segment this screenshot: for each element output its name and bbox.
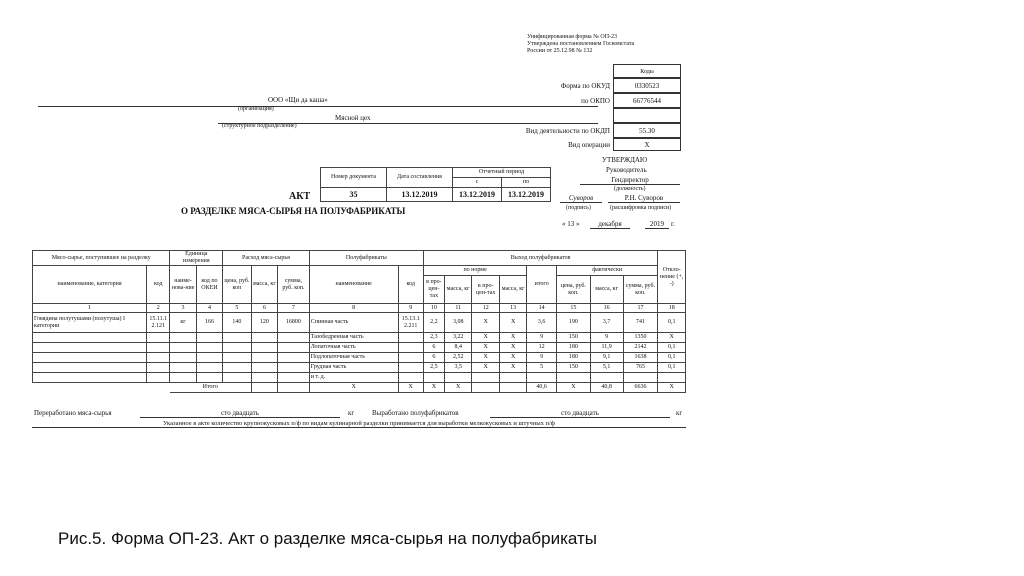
main-table bbox=[32, 250, 686, 393]
column-number-14: 14 bbox=[527, 304, 557, 313]
raw-empty-cell bbox=[251, 373, 277, 383]
signer-name: Р.Н. Суворов bbox=[608, 194, 680, 203]
department: Мясной цех bbox=[335, 114, 371, 122]
produced-value: сто двадцать bbox=[490, 409, 670, 418]
approval-line-2: Утверждена постановлением Госкомстата bbox=[527, 41, 635, 47]
h-act-price: цена, руб. коп. bbox=[556, 276, 590, 304]
yield-total: 12 bbox=[527, 343, 557, 353]
h-semi-code: код bbox=[398, 266, 423, 304]
period-header: Отчетный период bbox=[453, 168, 551, 178]
norm-pct-2: Х bbox=[472, 333, 499, 343]
raw-empty-cell bbox=[251, 353, 277, 363]
raw-empty-cell bbox=[196, 363, 222, 373]
h-pct: в про-цен-тах bbox=[423, 276, 444, 304]
raw-empty-cell bbox=[251, 333, 277, 343]
column-number-6: 6 bbox=[251, 304, 277, 313]
raw-sum: 16800 bbox=[278, 313, 310, 333]
total-x-10: Х bbox=[423, 383, 444, 393]
raw-empty-cell bbox=[251, 363, 277, 373]
raw-empty-cell bbox=[170, 333, 196, 343]
raw-okei: 166 bbox=[196, 313, 222, 333]
raw-empty-cell bbox=[223, 373, 252, 383]
raw-empty-cell bbox=[147, 333, 170, 343]
operation-label: Вид операции bbox=[568, 141, 610, 149]
organization: ООО «Щи да каша» bbox=[268, 96, 328, 104]
column-number-9: 9 bbox=[398, 304, 423, 313]
column-number-10: 10 bbox=[423, 304, 444, 313]
total-dev: Х bbox=[658, 383, 686, 393]
raw-empty-cell bbox=[223, 363, 252, 373]
raw-name: Говядина полутушами (полутуша) I категории bbox=[33, 313, 147, 333]
deviation bbox=[658, 373, 686, 383]
total-x-9: Х bbox=[398, 383, 423, 393]
norm-mass-2: Х bbox=[499, 353, 526, 363]
approval-date-month: декабря bbox=[590, 220, 630, 229]
h-unit: Единица измерения bbox=[170, 251, 223, 266]
raw-empty-cell bbox=[223, 333, 252, 343]
semi-name: Спинная часть bbox=[309, 313, 398, 333]
okdp-value: 55.30 bbox=[613, 123, 681, 138]
norm-pct: 2,2 bbox=[423, 313, 444, 333]
h-sum: сумма, руб. коп. bbox=[278, 266, 310, 304]
actual-sum bbox=[623, 373, 658, 383]
deviation: Х bbox=[658, 333, 686, 343]
h-semi: Полуфабрикаты bbox=[309, 251, 423, 266]
from-value: 13.12.2019 bbox=[453, 188, 502, 202]
h-raw-consumed: Расход мяса-сырья bbox=[223, 251, 310, 266]
h-raw-name: наименование, категория bbox=[33, 266, 147, 304]
to-header: по bbox=[502, 178, 551, 188]
norm-mass: 3,08 bbox=[444, 313, 471, 333]
actual-mass bbox=[590, 373, 623, 383]
column-number-17: 17 bbox=[623, 304, 658, 313]
from-header: с bbox=[453, 178, 502, 188]
approval-line-3: России от 25.12.98 № 132 bbox=[527, 48, 593, 54]
raw-empty-cell bbox=[196, 333, 222, 343]
document-title: О РАЗДЕЛКЕ МЯСА-СЫРЬЯ НА ПОЛУФАБРИКАТЫ bbox=[181, 206, 406, 216]
total-x-15: Х bbox=[556, 383, 590, 393]
head-label: Руководитель bbox=[606, 166, 647, 174]
table-row bbox=[33, 313, 686, 333]
raw-empty-cell bbox=[278, 353, 310, 363]
processed-label: Переработано мяса-сырья bbox=[34, 409, 112, 417]
norm-pct: 2,3 bbox=[423, 333, 444, 343]
to-value: 13.12.2019 bbox=[502, 188, 551, 202]
raw-empty-cell bbox=[170, 343, 196, 353]
semi-code bbox=[398, 363, 423, 373]
semi-code: 15.13.1 2.211 bbox=[398, 313, 423, 333]
okud-label: Форма по ОКУД bbox=[560, 82, 610, 90]
h-mass: масса, кг bbox=[251, 266, 277, 304]
actual-price: 150 bbox=[556, 333, 590, 343]
column-number-18: 18 bbox=[658, 304, 686, 313]
total-label: Итого bbox=[170, 383, 251, 393]
operation-value: Х bbox=[613, 138, 681, 151]
norm-mass: 8,4 bbox=[444, 343, 471, 353]
norm-mass: 3,5 bbox=[444, 363, 471, 373]
footer-note: Указанное в акте количество крупнокусковых п/ф по видам кулинарной разделки принимается для выработки мелкокусковых и штучных п/ф bbox=[32, 420, 686, 428]
yield-total: 3,6 bbox=[527, 313, 557, 333]
raw-unit: кг bbox=[170, 313, 196, 333]
department-hint: (структурное подразделение) bbox=[222, 123, 297, 129]
semi-name: Подлопаточная часть bbox=[309, 353, 398, 363]
date-value: 13.12.2019 bbox=[387, 188, 453, 202]
approval-date-day: « 13 » bbox=[562, 220, 580, 228]
actual-sum: 2142 bbox=[623, 343, 658, 353]
raw-price: 140 bbox=[223, 313, 252, 333]
h-yield: Выход полуфабрикатов bbox=[423, 251, 658, 266]
norm-mass-2: Х bbox=[499, 363, 526, 373]
column-number-16: 16 bbox=[590, 304, 623, 313]
actual-price: 150 bbox=[556, 363, 590, 373]
deviation: 0,1 bbox=[658, 313, 686, 333]
raw-empty-cell bbox=[196, 373, 222, 383]
codes-empty-1 bbox=[613, 108, 681, 123]
actual-mass: 9,1 bbox=[590, 353, 623, 363]
norm-pct-2: Х bbox=[472, 363, 499, 373]
semi-code bbox=[398, 353, 423, 363]
yield-total: 9 bbox=[527, 333, 557, 343]
h-norm: по норме bbox=[423, 266, 527, 276]
h-total: итого bbox=[527, 266, 557, 304]
h-norm-mass: масса, кг bbox=[444, 276, 471, 304]
actual-price: 180 bbox=[556, 353, 590, 363]
h-dev: Откло-нение (+, -) bbox=[658, 251, 686, 304]
column-number-11: 11 bbox=[444, 304, 471, 313]
act-label: АКТ bbox=[289, 191, 311, 202]
raw-empty-cell bbox=[196, 353, 222, 363]
h-price: цена, руб. коп bbox=[223, 266, 252, 304]
semi-name: Тазобедренная часть bbox=[309, 333, 398, 343]
norm-pct: 2,5 bbox=[423, 363, 444, 373]
total-row bbox=[33, 383, 686, 393]
h-act-mass: масса, кг bbox=[590, 276, 623, 304]
actual-mass: 9 bbox=[590, 333, 623, 343]
norm-mass-2 bbox=[499, 373, 526, 383]
raw-code: 15.11.1 2.121 bbox=[147, 313, 170, 333]
semi-code bbox=[398, 333, 423, 343]
raw-empty-cell bbox=[33, 343, 147, 353]
raw-empty-cell bbox=[147, 343, 170, 353]
column-number-8: 8 bbox=[309, 304, 398, 313]
column-number-2: 2 bbox=[147, 304, 170, 313]
semi-name: Лопаточная часть bbox=[309, 343, 398, 353]
norm-mass-2: Х bbox=[499, 313, 526, 333]
table-row bbox=[33, 343, 686, 353]
total-x-8: Х bbox=[309, 383, 398, 393]
raw-empty-cell bbox=[251, 343, 277, 353]
number-header: Номер документа bbox=[321, 168, 387, 188]
codes-title: Коды bbox=[613, 64, 681, 78]
column-number-5: 5 bbox=[223, 304, 252, 313]
actual-mass: 3,7 bbox=[590, 313, 623, 333]
column-numbers-row bbox=[33, 304, 686, 313]
raw-empty-cell bbox=[170, 353, 196, 363]
raw-empty-cell bbox=[33, 363, 147, 373]
h-act-sum: сумма, руб. коп. bbox=[623, 276, 658, 304]
h-semi-name: наименование bbox=[309, 266, 398, 304]
norm-mass bbox=[444, 373, 471, 383]
processed-value: сто двадцать bbox=[140, 409, 340, 418]
column-number-13: 13 bbox=[499, 304, 526, 313]
yield-total bbox=[527, 373, 557, 383]
actual-price: 190 bbox=[556, 313, 590, 333]
yield-total: 9 bbox=[527, 353, 557, 363]
h-raw: Мясо-сырье, поступившее на разделку bbox=[33, 251, 170, 266]
norm-mass-2: Х bbox=[499, 333, 526, 343]
approved-label: УТВЕРЖДАЮ bbox=[602, 156, 648, 164]
table-row bbox=[33, 353, 686, 363]
table-row bbox=[33, 333, 686, 343]
okud-value: 0330523 bbox=[613, 78, 681, 93]
norm-pct: 6 bbox=[423, 343, 444, 353]
actual-price: 180 bbox=[556, 343, 590, 353]
norm-mass: 2,52 bbox=[444, 353, 471, 363]
actual-price bbox=[556, 373, 590, 383]
norm-mass: 3,22 bbox=[444, 333, 471, 343]
total-asum: 6636 bbox=[623, 383, 658, 393]
actual-sum: 741 bbox=[623, 313, 658, 333]
actual-sum: 1638 bbox=[623, 353, 658, 363]
semi-name: Грудная часть bbox=[309, 363, 398, 373]
name-hint: (расшифровка подписи) bbox=[610, 205, 672, 211]
raw-empty-cell bbox=[147, 363, 170, 373]
number-value: 35 bbox=[321, 188, 387, 202]
organization-hint: (организация) bbox=[238, 106, 274, 112]
raw-empty-cell bbox=[278, 373, 310, 383]
produced-label: Выработано полуфабрикатов bbox=[372, 409, 459, 417]
norm-pct-2: Х bbox=[472, 353, 499, 363]
approval-date-year: 2019 bbox=[645, 220, 669, 229]
actual-sum: 765 bbox=[623, 363, 658, 373]
norm-pct-2: Х bbox=[472, 343, 499, 353]
raw-empty-cell bbox=[33, 373, 147, 383]
h-code: код bbox=[147, 266, 170, 304]
raw-empty-cell bbox=[170, 363, 196, 373]
raw-empty-cell bbox=[278, 343, 310, 353]
semi-code bbox=[398, 373, 423, 383]
norm-pct-2: Х bbox=[472, 313, 499, 333]
norm-pct bbox=[423, 373, 444, 383]
okpo-label: по ОКПО bbox=[581, 97, 610, 105]
table-row bbox=[33, 373, 686, 383]
date-header: Дата составления bbox=[387, 168, 453, 188]
h-norm-mass2: масса, кг bbox=[499, 276, 526, 304]
processed-unit: кг bbox=[348, 409, 355, 417]
deviation: 0,1 bbox=[658, 353, 686, 363]
raw-empty-cell bbox=[223, 353, 252, 363]
raw-empty-cell bbox=[278, 333, 310, 343]
raw-mass: 120 bbox=[251, 313, 277, 333]
signature-hint: (подпись) bbox=[566, 205, 591, 211]
actual-sum: 1350 bbox=[623, 333, 658, 343]
produced-unit: кг bbox=[676, 409, 683, 417]
raw-empty-cell bbox=[147, 353, 170, 363]
norm-pct: 6 bbox=[423, 353, 444, 363]
position-hint: (должность) bbox=[614, 186, 646, 192]
figure-caption: Рис.5. Форма ОП-23. Акт о разделке мяса-сырья на полуфабрикаты bbox=[58, 529, 598, 548]
h-pct2: в про-цен-тах bbox=[472, 276, 499, 304]
raw-empty-cell bbox=[223, 343, 252, 353]
column-number-1: 1 bbox=[33, 304, 147, 313]
okdp-label: Вид деятельности по ОКДП bbox=[525, 127, 610, 135]
raw-empty-cell bbox=[33, 333, 147, 343]
column-number-15: 15 bbox=[556, 304, 590, 313]
column-number-7: 7 bbox=[278, 304, 310, 313]
h-actual: фактически bbox=[556, 266, 657, 276]
raw-empty-cell bbox=[170, 373, 196, 383]
approval-year-suffix: г. bbox=[671, 220, 675, 228]
total-total: 40,6 bbox=[527, 383, 557, 393]
deviation: 0,1 bbox=[658, 363, 686, 373]
deviation: 0,1 bbox=[658, 343, 686, 353]
position: Гендиректор bbox=[580, 176, 680, 185]
norm-pct-2 bbox=[472, 373, 499, 383]
okpo-value: 66776544 bbox=[613, 93, 681, 108]
column-number-3: 3 bbox=[170, 304, 196, 313]
h-unit-okei: код по ОКЕИ bbox=[196, 266, 222, 304]
norm-mass-2: Х bbox=[499, 343, 526, 353]
h-unit-name: наиме-нова-ние bbox=[170, 266, 196, 304]
raw-empty-cell bbox=[196, 343, 222, 353]
raw-empty-cell bbox=[147, 373, 170, 383]
column-number-4: 4 bbox=[196, 304, 222, 313]
raw-empty-cell bbox=[278, 363, 310, 373]
actual-mass: 11,9 bbox=[590, 343, 623, 353]
raw-empty-cell bbox=[33, 353, 147, 363]
table-row bbox=[33, 363, 686, 373]
semi-code bbox=[398, 343, 423, 353]
semi-name: и т. д. bbox=[309, 373, 398, 383]
approval-line-1: Унифицированная форма № ОП-23 bbox=[527, 34, 618, 40]
column-number-12: 12 bbox=[472, 304, 499, 313]
approval-lines bbox=[527, 34, 687, 55]
actual-mass: 5,1 bbox=[590, 363, 623, 373]
doc-meta-table bbox=[320, 167, 551, 202]
total-amass: 40,8 bbox=[590, 383, 623, 393]
total-x-11: Х bbox=[444, 383, 471, 393]
signature: Суворов bbox=[560, 194, 602, 203]
yield-total: 5 bbox=[527, 363, 557, 373]
